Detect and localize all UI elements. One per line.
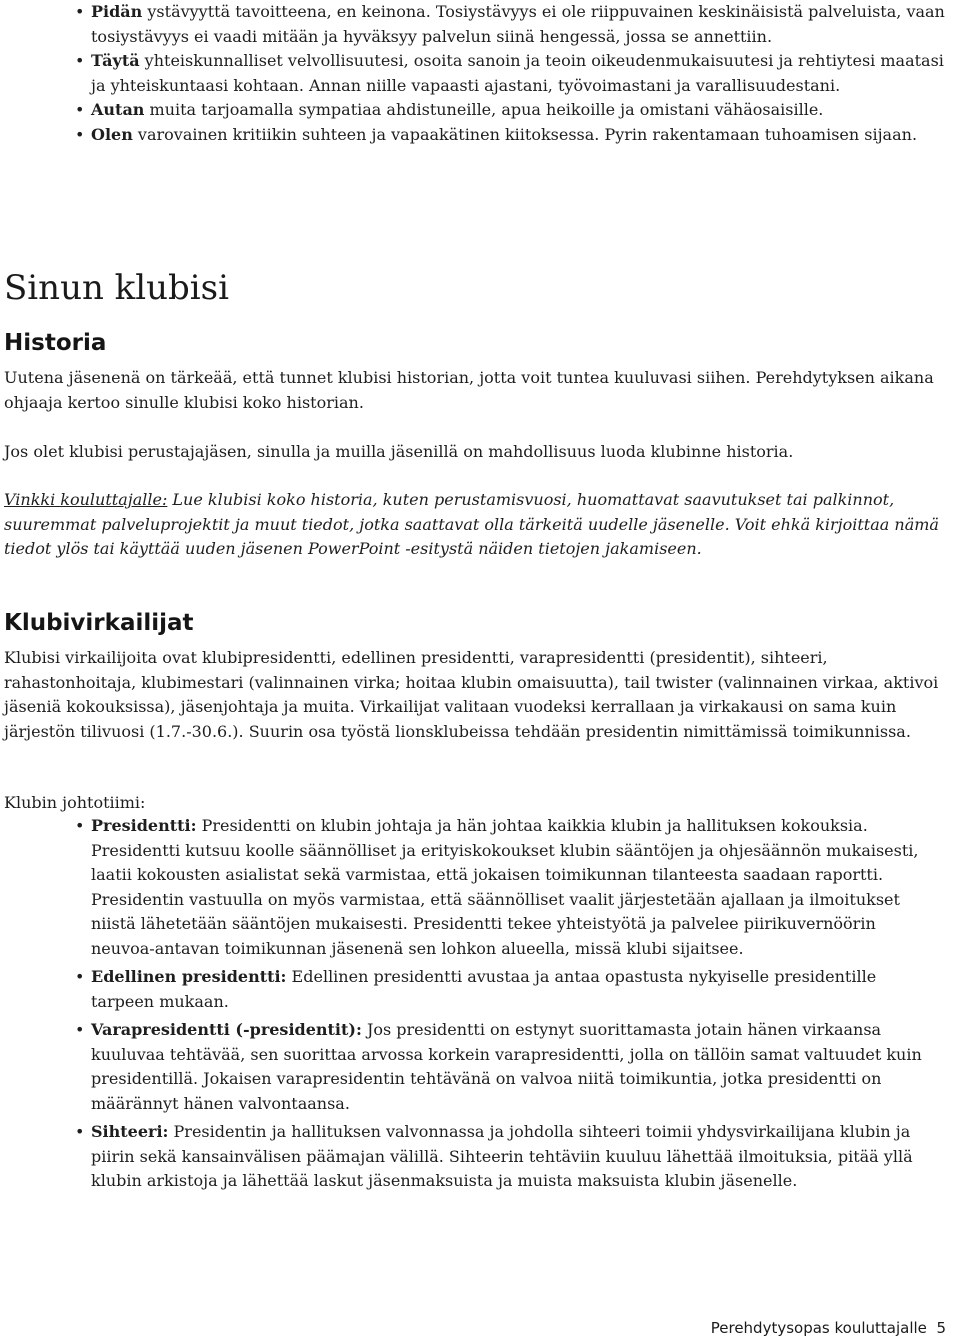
page-number: 5	[936, 1319, 946, 1337]
trainer-tip	[4, 488, 949, 562]
officer-text: Presidentti on klubin johtaja ja hän johtaa kaikkia klubin ja hallituksen kokouksia. Presidentti kutsuu koolle säännölliset ja erityiskokoukset klubin sääntöjen ja ohjesäännön mukaisesti, laatii kokousten asialistat sekä varmistaa, että jokaisen toimikunnan tilanteesta saadaan raportti. Presidentin vastuulla on myös varmistaa, että säännölliset vaalit järjestetään ajallaan ja ilmoitukset niistä lähetetään sääntöjen mukaisesti. Presidentti tekee yhteistyötä ja palvelee piirikuvernöörin neuvoa-antavan toimikunnan jäsenenä sen lohkon alueella, missä klubi sijaitsee.	[91, 816, 919, 958]
list-item	[91, 123, 951, 148]
leadership-team-subheading: Klubin johtotiimi:	[4, 793, 146, 812]
officer-text: Edellinen presidentti avustaa ja antaa opastusta nykyiselle presidentille tarpeen mukaan.	[91, 967, 877, 1011]
item-lead: Pidän	[91, 2, 143, 21]
historia-paragraph-1: Uutena jäsenenä on tärkeää, että tunnet klubisi historian, jotta voit tuntea kuuluvasi siihen. Perehdytyksen aikana ohjaaja kertoo sinulle klubisi koko historian.	[4, 368, 934, 412]
officer-label: Varapresidentti (-presidentit):	[91, 1020, 362, 1039]
item-lead: Autan	[91, 100, 145, 119]
section-title: Sinun klubisi	[4, 268, 230, 308]
values-list	[91, 0, 951, 147]
item-text: ystävyyttä tavoitteena, en keinona. Tosiystävyys ei ole riippuvainen keskinäisistä palveluista, vaan tosiystävyys ei vaadi mitään ja hyväksyy palvelun siinä hengessä, jossa se annettiin.	[91, 2, 945, 46]
list-item	[91, 1018, 936, 1116]
list-item	[91, 1120, 936, 1194]
list-item	[91, 49, 951, 98]
officer-label: Sihteeri:	[91, 1122, 169, 1141]
officer-list	[91, 814, 936, 1198]
footer-title: Perehdytysopas kouluttajalle	[710, 1319, 927, 1337]
item-lead: Olen	[91, 124, 133, 144]
item-lead: Täytä	[91, 51, 140, 70]
page-footer	[711, 1318, 946, 1338]
list-item	[91, 98, 951, 123]
item-text: yhteiskunnalliset velvollisuutesi, osoita sanoin ja teoin oikeudenmukaisuutesi ja rehtiytesi maatasi ja yhteiskuntaasi kohtaan. Annan niille vapaasti ajastani, työvoimastani ja varallisuudestani.	[91, 51, 944, 95]
officer-text: Jos presidentti on estynyt suorittamasta jotain hänen virkaansa kuuluvaa tehtävää, sen suorittaa arvossa korkein varapresidentti, jolla on tällöin samat valtuudet kuin presidentillä. Jokaisen varapresidentin tehtävänä on valvoa niitä toimikuntia, jotka presidentti on määrännyt hänen valvontaansa.	[91, 1020, 922, 1113]
officer-label: Edellinen presidentti:	[91, 967, 287, 986]
trainer-tip-label: Vinkki kouluttajalle:	[4, 490, 168, 509]
item-text: varovainen kritiikin suhteen ja vapaakätinen kiitoksessa. Pyrin rakentamaan tuhoamisen sijaan.	[132, 124, 918, 144]
officer-text: Presidentin ja hallituksen valvonnassa ja johdolla sihteeri toimii yhdysvirkailijana klubin ja piirin sekä kansainvälisen päämajan välillä. Sihteerin tehtäviin kuuluu lähettää ilmoituksia, pitää yllä klubin arkistoja ja lähettää laskut jäsenmaksuista ja muista maksuista klubin jäsenelle.	[91, 1122, 913, 1190]
list-item	[91, 0, 951, 49]
trainer-tip-text: Lue klubisi koko historia, kuten perustamisvuosi, huomattavat saavutukset tai palkinnot, suuremmat palveluprojektit ja muut tiedot, jotka saattavat olla tärkeitä uudelle jäsenelle. Voit ehkä kirjoittaa nämä tiedot ylös tai käyttää uuden jäsenen PowerPoint -esitystä näiden tietojen jakamiseen.	[4, 490, 939, 558]
item-text: muita tarjoamalla sympatiaa ahdistuneille, apua heikoille ja omistani vähäosaisille.	[144, 100, 824, 119]
list-item	[91, 814, 936, 961]
list-item	[91, 965, 936, 1014]
virkailijat-heading: Klubivirkailijat	[4, 610, 194, 636]
historia-paragraph-2: Jos olet klubisi perustajajäsen, sinulla ja muilla jäsenillä on mahdollisuus luoda klubinne historia.	[4, 442, 794, 461]
virkailijat-paragraph: Klubisi virkailijoita ovat klubipresidentti, edellinen presidentti, varapresidentti (presidentit), sihteeri, rahastonhoitaja, klubimestari (valinnainen virka; hoitaa klubin omaisuutta), tail twister (valinnainen virkaa, aktivoi jäseniä kokouksissa), jäsenjohtaja ja muita. Virkailijat valitaan vuodeksi kerrallaan ja virkakausi on sama kuin järjestön tilivuosi (1.7.-30.6.). Suurin osa työstä lionsklubeissa tehdään presidentin nimittämissä toimikunnissa.	[4, 648, 939, 741]
historia-heading: Historia	[4, 330, 107, 356]
officer-label: Presidentti:	[91, 816, 197, 835]
